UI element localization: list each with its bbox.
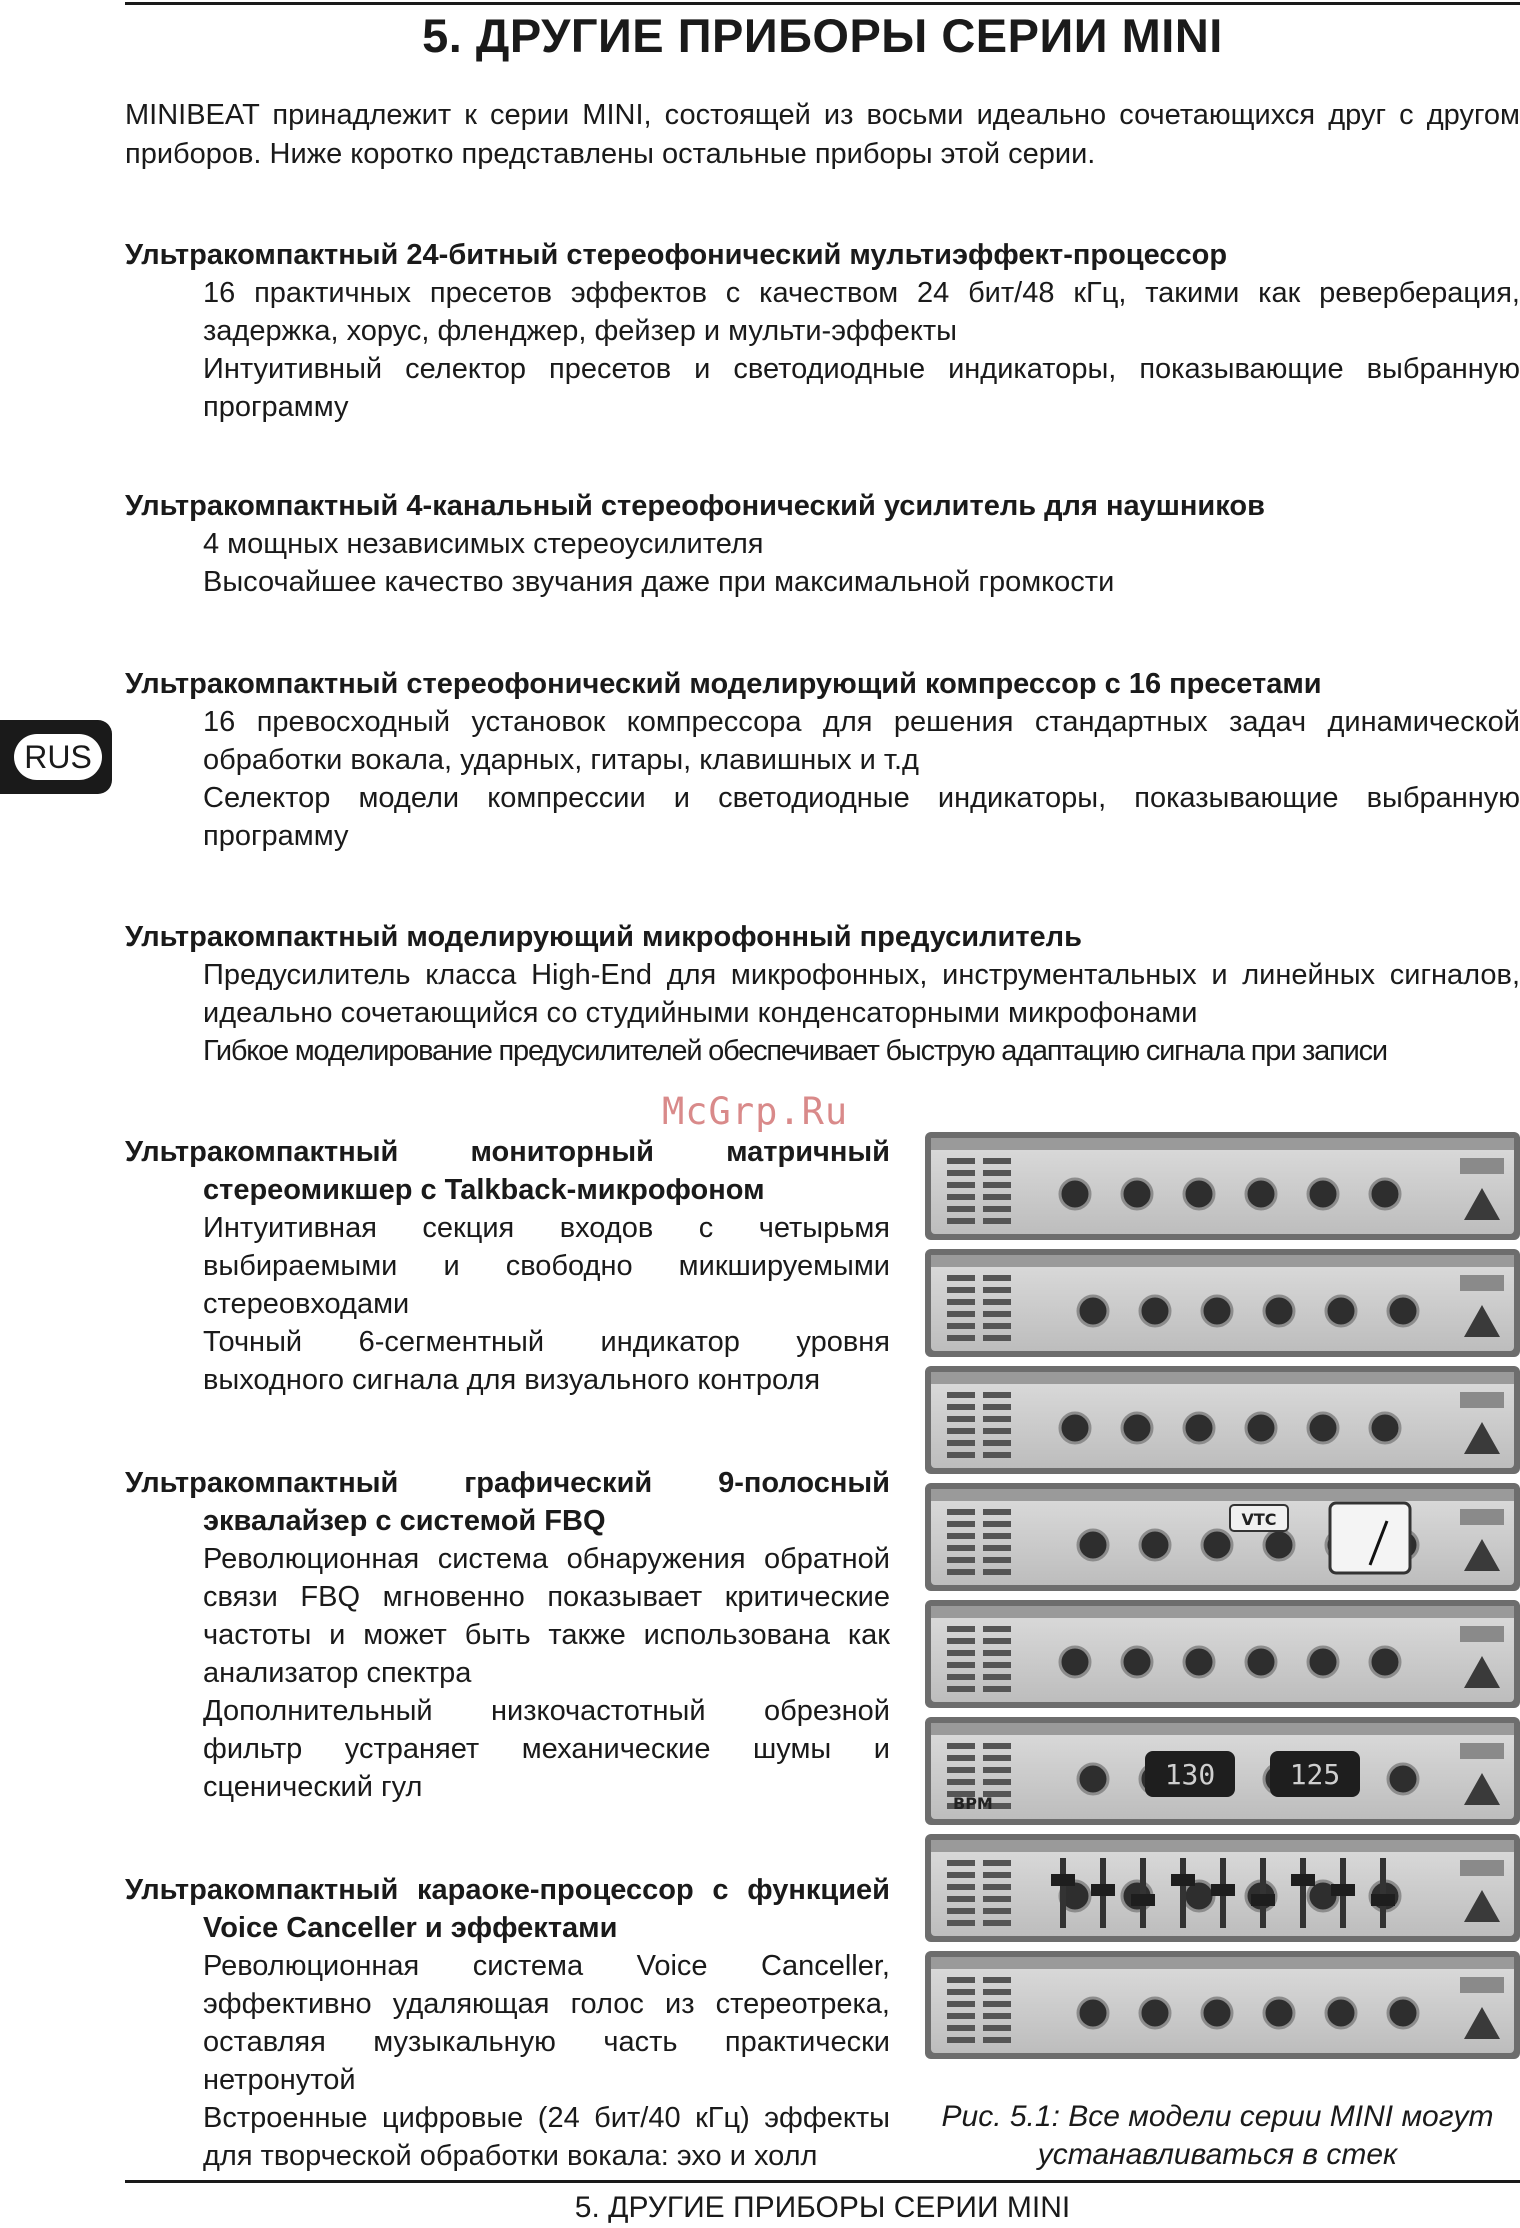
knob-icon bbox=[1370, 1647, 1400, 1677]
led-indicator bbox=[983, 1920, 1011, 1926]
section-bullet: 16 практичных пресетов эффектов с качеством 24 бит/48 кГц, такими как реверберация, задержка, хорус, фленджер, фейзер и мульти-эффекты bbox=[203, 277, 1520, 347]
knob-icon bbox=[1326, 1998, 1356, 2028]
eq-slider-track bbox=[1140, 1858, 1146, 1928]
led-indicator bbox=[983, 1674, 1011, 1680]
eq-slider-track bbox=[1380, 1858, 1386, 1928]
knob-icon bbox=[1202, 1530, 1232, 1560]
knob-icon bbox=[1308, 1179, 1338, 1209]
led-indicator bbox=[947, 2025, 975, 2031]
knob-icon bbox=[1140, 1296, 1170, 1326]
led-indicator bbox=[983, 1158, 1011, 1164]
watermark: McGrp.Ru bbox=[662, 1090, 849, 1133]
led-indicator bbox=[947, 1977, 975, 1983]
section-bullet: Точный 6-сегментный индикатор уровня выходного сигнала для визуального контроля bbox=[203, 1326, 890, 1396]
led-indicator bbox=[947, 1335, 975, 1341]
led-indicator bbox=[947, 1299, 975, 1305]
logo-plate bbox=[1460, 1743, 1504, 1759]
knob-icon bbox=[1388, 1998, 1418, 2028]
led-indicator bbox=[983, 2025, 1011, 2031]
logo-plate bbox=[1460, 1392, 1504, 1408]
knob-icon bbox=[1264, 1998, 1294, 2028]
device-top-strip bbox=[931, 1489, 1514, 1501]
led-indicator bbox=[983, 1557, 1011, 1563]
logo-plate bbox=[1460, 1158, 1504, 1174]
eq-slider-track bbox=[1260, 1858, 1266, 1928]
led-indicator bbox=[947, 1626, 975, 1632]
knob-icon bbox=[1388, 1764, 1418, 1794]
page-footer: 5. ДРУГИЕ ПРИБОРЫ СЕРИИ MINI bbox=[574, 2191, 1071, 2224]
led-indicator bbox=[947, 1920, 975, 1926]
led-indicator bbox=[983, 1908, 1011, 1914]
section-karaoke bbox=[125, 1871, 890, 2175]
led-indicator bbox=[947, 1206, 975, 1212]
eq-slider-handle bbox=[1331, 1884, 1355, 1896]
bpm-display-value: 125 bbox=[1289, 1758, 1341, 1791]
logo-plate bbox=[1460, 1275, 1504, 1291]
section-bullet: Революционная система обнаружения обратной связи FBQ мгновенно показывает критические частоты и может быть также использована как анализатор спектра bbox=[203, 1543, 890, 1689]
language-tab-label: RUS bbox=[14, 734, 102, 780]
led-indicator bbox=[947, 1311, 975, 1317]
led-indicator bbox=[983, 1626, 1011, 1632]
led-indicator bbox=[983, 1416, 1011, 1422]
knob-icon bbox=[1308, 1413, 1338, 1443]
led-indicator bbox=[983, 1743, 1011, 1749]
led-indicator bbox=[947, 1545, 975, 1551]
led-indicator bbox=[983, 1194, 1011, 1200]
section-bullet: Дополнительный низкочастотный обрезной фильтр устраняет механические шумы и сценический гул bbox=[203, 1695, 890, 1803]
led-indicator bbox=[983, 1509, 1011, 1515]
led-indicator bbox=[983, 1287, 1011, 1293]
led-indicator bbox=[947, 1884, 975, 1890]
intro-paragraph: MINIBEAT принадлежит к серии MINI, состоящей из восьми идеально сочетающихся друг с другом приборов. Ниже коротко представлены остальные приборы этой серии. bbox=[125, 99, 1520, 170]
knob-icon bbox=[1184, 1179, 1214, 1209]
led-indicator bbox=[947, 1218, 975, 1224]
device-top-strip bbox=[931, 1372, 1514, 1384]
led-indicator bbox=[947, 1182, 975, 1188]
led-indicator bbox=[983, 1323, 1011, 1329]
led-indicator bbox=[947, 1509, 975, 1515]
led-indicator bbox=[983, 1404, 1011, 1410]
section-bullet: Гибкое моделирование предусилителей обеспечивает быструю адаптацию сигнала при записи bbox=[203, 1035, 1387, 1067]
led-indicator bbox=[947, 1896, 975, 1902]
section-bullet: 4 мощных независимых стереоусилителя bbox=[203, 528, 764, 560]
led-indicator bbox=[947, 1638, 975, 1644]
section-bullet: Революционная система Voice Canceller, эффективно удаляющая голос из стереотрека, оставляя музыкальную часть практически нетронутой bbox=[203, 1950, 890, 2096]
knob-icon bbox=[1370, 1413, 1400, 1443]
logo-plate bbox=[1460, 1626, 1504, 1642]
device-unit bbox=[925, 1483, 1520, 1591]
led-indicator bbox=[947, 1743, 975, 1749]
knob-icon bbox=[1202, 1998, 1232, 2028]
led-indicator bbox=[983, 1638, 1011, 1644]
device-top-strip bbox=[931, 1723, 1514, 1735]
knob-icon bbox=[1246, 1647, 1276, 1677]
section-bullet: Предусилитель класса High-End для микрофонных, инструментальных и линейных сигналов, идеально сочетающийся со студийными конденсаторными микрофонами bbox=[203, 959, 1520, 1029]
device-top-strip bbox=[931, 1606, 1514, 1618]
knob-icon bbox=[1370, 1179, 1400, 1209]
led-indicator bbox=[947, 1674, 975, 1680]
eq-slider-track bbox=[1300, 1858, 1306, 1928]
led-indicator bbox=[947, 1686, 975, 1692]
page-title: 5. ДРУГИЕ ПРИБОРЫ СЕРИИ MINI bbox=[422, 9, 1223, 62]
eq-slider-handle bbox=[1091, 1884, 1115, 1896]
mini-series-stack-image bbox=[925, 1132, 1520, 2077]
section-graphic-eq bbox=[125, 1464, 890, 1806]
led-indicator bbox=[947, 1767, 975, 1773]
logo-plate bbox=[1460, 1977, 1504, 1993]
led-indicator bbox=[983, 1440, 1011, 1446]
knob-icon bbox=[1308, 1647, 1338, 1677]
knob-icon bbox=[1078, 1998, 1108, 2028]
knob-icon bbox=[1388, 1296, 1418, 1326]
section-headphone-amp bbox=[125, 487, 1520, 601]
language-tab bbox=[0, 720, 112, 794]
device-unit bbox=[925, 1132, 1520, 1240]
section-heading: Ультракомпактный мониторный матричный стереомикшер с Talkback-микрофоном bbox=[125, 1136, 890, 1206]
section-heading: Ультракомпактный караоке-процессор с функцией Voice Canceller и эффектами bbox=[125, 1874, 890, 1944]
led-indicator bbox=[947, 1416, 975, 1422]
knob-icon bbox=[1184, 1413, 1214, 1443]
knob-icon bbox=[1060, 1413, 1090, 1443]
section-heading: Ультракомпактный графический 9-полосный эквалайзер с системой FBQ bbox=[125, 1467, 890, 1537]
led-indicator bbox=[947, 1755, 975, 1761]
led-indicator bbox=[947, 1650, 975, 1656]
led-indicator bbox=[983, 1392, 1011, 1398]
device-top-strip bbox=[931, 1840, 1514, 1852]
figure-caption bbox=[915, 2098, 1520, 2174]
bpm-display-value: 130 bbox=[1164, 1758, 1216, 1791]
section-heading: Ультракомпактный 24-битный стереофонический мультиэффект-процессор bbox=[125, 239, 1228, 271]
device-panel bbox=[931, 1606, 1514, 1702]
device-unit bbox=[925, 1951, 1520, 2059]
eq-slider-handle bbox=[1131, 1894, 1155, 1906]
knob-icon bbox=[1078, 1530, 1108, 1560]
led-indicator bbox=[983, 1206, 1011, 1212]
section-bullet: Селектор модели компрессии и светодиодные индикаторы, показывающие выбранную программу bbox=[203, 782, 1520, 852]
led-indicator bbox=[947, 2037, 975, 2043]
led-indicator bbox=[983, 2037, 1011, 2043]
led-indicator bbox=[947, 1194, 975, 1200]
led-indicator bbox=[983, 1275, 1011, 1281]
led-indicator bbox=[947, 1989, 975, 1995]
led-indicator bbox=[947, 1569, 975, 1575]
led-indicator bbox=[947, 1521, 975, 1527]
knob-icon bbox=[1078, 1296, 1108, 1326]
knob-icon bbox=[1246, 1413, 1276, 1443]
led-indicator bbox=[947, 1860, 975, 1866]
section-bullet: 16 превосходный установок компрессора для решения стандартных задач динамической обработки вокала, ударных, гитары, клавишных и т.д bbox=[203, 706, 1520, 776]
led-indicator bbox=[947, 1404, 975, 1410]
led-indicator bbox=[983, 1662, 1011, 1668]
knob-icon bbox=[1140, 1530, 1170, 1560]
eq-slider-track bbox=[1060, 1858, 1066, 1928]
led-indicator bbox=[983, 1779, 1011, 1785]
led-indicator bbox=[947, 1158, 975, 1164]
led-indicator bbox=[947, 1428, 975, 1434]
led-indicator bbox=[947, 2013, 975, 2019]
led-indicator bbox=[983, 1872, 1011, 1878]
led-indicator bbox=[983, 1335, 1011, 1341]
device-top-strip bbox=[931, 1255, 1514, 1267]
led-indicator bbox=[983, 1569, 1011, 1575]
led-indicator bbox=[983, 1428, 1011, 1434]
led-indicator bbox=[947, 1533, 975, 1539]
device-unit bbox=[925, 1366, 1520, 1474]
led-indicator bbox=[983, 1977, 1011, 1983]
led-indicator bbox=[983, 1545, 1011, 1551]
led-indicator bbox=[947, 1662, 975, 1668]
section-mic-preamp bbox=[125, 918, 1520, 1070]
led-indicator bbox=[947, 1908, 975, 1914]
knob-icon bbox=[1122, 1179, 1152, 1209]
led-indicator bbox=[983, 1686, 1011, 1692]
knob-icon bbox=[1246, 1179, 1276, 1209]
led-indicator bbox=[983, 1452, 1011, 1458]
device-panel bbox=[931, 1372, 1514, 1468]
led-indicator bbox=[983, 1218, 1011, 1224]
figure-caption-line-2: устанавливаться в стек bbox=[1037, 2138, 1398, 2171]
led-indicator bbox=[983, 1884, 1011, 1890]
led-indicator bbox=[983, 1170, 1011, 1176]
knob-icon bbox=[1078, 1764, 1108, 1794]
led-indicator bbox=[983, 2013, 1011, 2019]
device-panel bbox=[931, 1138, 1514, 1234]
led-indicator bbox=[983, 1182, 1011, 1188]
led-indicator bbox=[947, 1557, 975, 1563]
knob-icon bbox=[1122, 1647, 1152, 1677]
led-indicator bbox=[983, 1299, 1011, 1305]
knob-icon bbox=[1326, 1296, 1356, 1326]
eq-slider-handle bbox=[1211, 1884, 1235, 1896]
device-unit bbox=[925, 1249, 1520, 1357]
led-indicator bbox=[947, 1170, 975, 1176]
eq-slider-handle bbox=[1051, 1874, 1075, 1886]
led-indicator bbox=[947, 1392, 975, 1398]
eq-slider-handle bbox=[1251, 1894, 1275, 1906]
led-indicator bbox=[947, 1872, 975, 1878]
section-fx-processor bbox=[125, 236, 1520, 426]
led-indicator bbox=[983, 1767, 1011, 1773]
knob-icon bbox=[1264, 1296, 1294, 1326]
logo-plate bbox=[1460, 1509, 1504, 1525]
section-heading: Ультракомпактный 4-канальный стереофонический усилитель для наушников bbox=[125, 490, 1265, 522]
led-indicator bbox=[983, 1311, 1011, 1317]
vtc-label: VTC bbox=[1241, 1510, 1277, 1529]
led-indicator bbox=[983, 1521, 1011, 1527]
led-indicator bbox=[983, 1860, 1011, 1866]
section-bullet: Встроенные цифровые (24 бит/40 кГц) эффекты для творческой обработки вокала: эхо и холл bbox=[203, 2102, 890, 2172]
led-indicator bbox=[983, 1989, 1011, 1995]
eq-slider-handle bbox=[1291, 1874, 1315, 1886]
top-rule bbox=[125, 2, 1520, 5]
section-monitor-mixer bbox=[125, 1133, 890, 1399]
eq-slider-track bbox=[1180, 1858, 1186, 1928]
section-bullet: Высочайшее качество звучания даже при максимальной громкости bbox=[203, 566, 1115, 598]
led-indicator bbox=[983, 1533, 1011, 1539]
led-indicator bbox=[947, 1323, 975, 1329]
knob-icon bbox=[1184, 1647, 1214, 1677]
led-indicator bbox=[983, 1650, 1011, 1656]
led-indicator bbox=[947, 1452, 975, 1458]
section-bullet: Интуитивный селектор пресетов и светодиодные индикаторы, показывающие выбранную программу bbox=[203, 353, 1520, 423]
knob-icon bbox=[1060, 1179, 1090, 1209]
knob-icon bbox=[1060, 1647, 1090, 1677]
device-unit bbox=[925, 1600, 1520, 1708]
device-top-strip bbox=[931, 1138, 1514, 1150]
led-indicator bbox=[947, 1275, 975, 1281]
figure-caption-line-1: Рис. 5.1: Все модели серии MINI могут bbox=[941, 2100, 1494, 2133]
led-indicator bbox=[983, 1896, 1011, 1902]
section-compressor bbox=[125, 665, 1520, 855]
eq-slider-handle bbox=[1371, 1894, 1395, 1906]
knob-icon bbox=[1264, 1530, 1294, 1560]
section-heading: Ультракомпактный стереофонический моделирующий компрессор с 16 пресетами bbox=[125, 668, 1322, 700]
bottom-rule bbox=[125, 2180, 1520, 2183]
knob-icon bbox=[1122, 1413, 1152, 1443]
logo-plate bbox=[1460, 1860, 1504, 1876]
led-indicator bbox=[983, 1755, 1011, 1761]
device-top-strip bbox=[931, 1957, 1514, 1969]
section-bullet: Интуитивная секция входов с четырьмя выбираемыми и свободно микшируемыми стереовходами bbox=[203, 1212, 890, 1320]
led-indicator bbox=[947, 1287, 975, 1293]
eq-slider-handle bbox=[1171, 1874, 1195, 1886]
led-indicator bbox=[947, 2001, 975, 2007]
knob-icon bbox=[1140, 1998, 1170, 2028]
knob-icon bbox=[1202, 1296, 1232, 1326]
led-indicator bbox=[947, 1779, 975, 1785]
section-heading: Ультракомпактный моделирующий микрофонный предусилитель bbox=[125, 921, 1082, 953]
led-indicator bbox=[983, 2001, 1011, 2007]
led-indicator bbox=[947, 1440, 975, 1446]
bpm-label: BPM bbox=[953, 1794, 993, 1813]
